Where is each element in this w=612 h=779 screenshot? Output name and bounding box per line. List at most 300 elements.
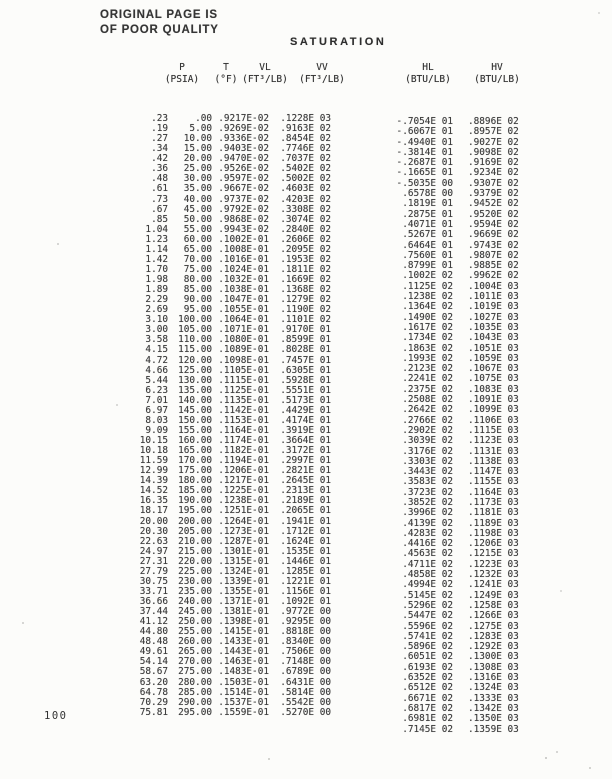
cell-vv: .2065E 01 xyxy=(280,505,331,517)
cell-temperature: 260.00 xyxy=(178,636,212,648)
cell-hl: .1734E 02 xyxy=(402,332,453,344)
column-label: P xyxy=(179,62,185,73)
cell-pressure: .85 xyxy=(151,213,168,225)
cell-hv: .1123E 03 xyxy=(468,435,519,447)
cell-hv: .9885E 02 xyxy=(468,260,519,272)
cell-pressure: .36 xyxy=(151,163,168,175)
cell-hl: .2375E 02 xyxy=(402,383,453,395)
cell-vv: .5002E 02 xyxy=(280,173,331,185)
cell-pressure: .34 xyxy=(151,143,168,155)
cell-temperature: 15.00 xyxy=(183,143,212,155)
cell-vl: .1115E-01 xyxy=(218,374,269,386)
cell-pressure: 10.18 xyxy=(139,445,168,457)
cell-hl: .4416E 02 xyxy=(402,538,453,550)
cell-vv: .8454E 02 xyxy=(280,133,331,145)
cell-hl: .1364E 02 xyxy=(402,301,453,313)
cell-pressure: 14.39 xyxy=(139,475,168,487)
column-unit: (FT³/LB) xyxy=(299,74,345,85)
cell-hv: .1308E 03 xyxy=(468,661,519,673)
cell-temperature: 130.00 xyxy=(178,374,212,386)
cell-vl: .1016E-01 xyxy=(218,253,269,265)
cell-vv: .9772E 00 xyxy=(280,606,331,618)
cell-pressure: 14.52 xyxy=(139,485,168,497)
cell-vl: .1559E-01 xyxy=(218,706,269,718)
cell-vv: .1190E 02 xyxy=(280,304,331,316)
cell-hl: .2642E 02 xyxy=(402,404,453,416)
stamp-line-2: OF POOR QUALITY xyxy=(100,24,219,36)
cell-vl: .1002E-01 xyxy=(218,233,269,245)
cell-hl: .5447E 02 xyxy=(402,610,453,622)
cell-temperature: 210.00 xyxy=(178,535,212,547)
column-header-hv xyxy=(465,62,529,86)
cell-temperature: 145.00 xyxy=(178,404,212,416)
cell-pressure: 8.03 xyxy=(145,414,168,426)
cell-hl: -.5035E 00 xyxy=(396,177,453,189)
cell-vv: .1712E 01 xyxy=(280,525,331,537)
cell-hl: .2766E 02 xyxy=(402,414,453,426)
cell-hl: .3583E 02 xyxy=(402,476,453,488)
column-header-hl xyxy=(396,62,460,86)
cell-pressure: 49.61 xyxy=(139,646,168,658)
scan-speck xyxy=(116,404,118,406)
cell-vl: .1483E-01 xyxy=(218,666,269,678)
cell-hv: .9169E 02 xyxy=(468,157,519,169)
cell-vv: .3919E 01 xyxy=(280,424,331,436)
cell-pressure: .42 xyxy=(151,153,168,165)
cell-temperature: 285.00 xyxy=(178,686,212,698)
cell-vl: .1032E-01 xyxy=(218,274,269,285)
cell-pressure: 4.72 xyxy=(145,354,168,366)
cell-vv: .2095E 02 xyxy=(280,243,331,255)
cell-pressure: 63.20 xyxy=(139,676,168,688)
cell-vv: .5551E 01 xyxy=(280,384,331,396)
cell-temperature: 40.00 xyxy=(183,193,212,205)
cell-vv: .3172E 01 xyxy=(280,445,331,457)
table-row xyxy=(118,345,331,355)
cell-pressure: 27.79 xyxy=(139,565,168,577)
cell-vl: .9336E-02 xyxy=(218,133,269,145)
cell-temperature: 80.00 xyxy=(183,274,212,285)
cell-hv: .1300E 03 xyxy=(468,651,519,663)
cell-vv: .2606E 02 xyxy=(280,233,331,245)
cell-vv: .9163E 02 xyxy=(280,123,331,135)
cell-hl: -.4940E 01 xyxy=(396,136,453,148)
cell-hv: .1249E 03 xyxy=(468,589,519,601)
cell-vl: .1398E-01 xyxy=(218,616,269,628)
cell-vl: .1217E-01 xyxy=(218,475,269,487)
cell-vv: .4603E 02 xyxy=(280,183,331,195)
cell-vv: .8340E 00 xyxy=(280,636,331,648)
cell-hl: .1490E 02 xyxy=(402,311,453,323)
cell-temperature: 185.00 xyxy=(178,485,212,497)
cell-vl: .1125E-01 xyxy=(218,384,269,396)
cell-hl: .3443E 02 xyxy=(402,466,453,478)
scan-speck xyxy=(556,751,558,753)
cell-vv: .8599E 01 xyxy=(280,334,331,346)
scan-speck xyxy=(57,243,59,245)
cell-pressure: 1.42 xyxy=(145,253,168,265)
cell-vv: .1446E 01 xyxy=(280,555,331,567)
cell-vl: .9868E-02 xyxy=(218,213,269,225)
cell-hv: .1324E 03 xyxy=(468,682,519,694)
cell-hv: .9743E 02 xyxy=(468,239,519,251)
cell-temperature: 100.00 xyxy=(178,314,212,326)
cell-hl: .3852E 02 xyxy=(402,496,453,508)
cell-vl: .1537E-01 xyxy=(218,696,269,708)
column-header-vv xyxy=(290,62,354,86)
cell-temperature: 25.00 xyxy=(183,163,212,175)
cell-temperature: 120.00 xyxy=(178,354,212,366)
cell-vv: .1221E 01 xyxy=(280,575,331,587)
cell-temperature: 35.00 xyxy=(183,183,212,195)
cell-pressure: 20.30 xyxy=(139,525,168,537)
cell-hl: .3303E 02 xyxy=(402,455,453,467)
cell-pressure: 11.59 xyxy=(139,455,168,467)
cell-pressure: .23 xyxy=(151,113,168,124)
cell-hv: .8896E 02 xyxy=(468,116,519,127)
cell-vl: .1105E-01 xyxy=(218,364,269,376)
cell-pressure: 64.78 xyxy=(139,686,168,698)
cell-pressure: 70.29 xyxy=(139,696,168,708)
cell-hl: .5296E 02 xyxy=(402,599,453,611)
cell-hl: -.7054E 01 xyxy=(396,116,453,127)
cell-hl: .2508E 02 xyxy=(402,394,453,406)
cell-hv: .1232E 03 xyxy=(468,569,519,581)
cell-hv: .1258E 03 xyxy=(468,599,519,611)
cell-temperature: 265.00 xyxy=(178,646,212,658)
cell-vv: .3074E 02 xyxy=(280,213,331,225)
column-unit: (FT³/LB) xyxy=(242,74,288,85)
page-title: SATURATION xyxy=(290,36,387,48)
cell-vl: .1055E-01 xyxy=(218,304,269,316)
column-label: HV xyxy=(491,62,503,73)
cell-temperature: 250.00 xyxy=(178,616,212,628)
cell-temperature: 30.00 xyxy=(183,173,212,185)
cell-hv: .1215E 03 xyxy=(468,548,519,560)
cell-hv: .8957E 02 xyxy=(468,126,519,138)
cell-hv: .1035E 03 xyxy=(468,321,519,333)
cell-hl: .6817E 02 xyxy=(402,702,453,714)
cell-hl: .2875E 01 xyxy=(402,208,453,220)
cell-vl: .1194E-01 xyxy=(218,455,269,467)
cell-pressure: 1.98 xyxy=(145,274,168,285)
cell-vv: .2821E 01 xyxy=(280,465,331,477)
cell-vl: .9269E-02 xyxy=(218,123,269,135)
cell-vv: .3664E 01 xyxy=(280,435,331,446)
cell-vv: .6789E 00 xyxy=(280,666,331,678)
cell-temperature: .00 xyxy=(195,113,212,124)
cell-temperature: 150.00 xyxy=(178,414,212,426)
cell-vl: .1355E-01 xyxy=(218,585,269,597)
cell-pressure: 48.48 xyxy=(139,636,168,648)
cell-vv: .2997E 01 xyxy=(280,455,331,467)
cell-temperature: 190.00 xyxy=(178,495,212,507)
cell-pressure: 75.81 xyxy=(139,706,168,718)
cell-pressure: .61 xyxy=(151,183,168,195)
cell-vv: .8028E 01 xyxy=(280,344,331,356)
cell-hv: .1181E 03 xyxy=(468,507,519,519)
cell-hl: .4563E 02 xyxy=(402,548,453,560)
cell-pressure: 10.15 xyxy=(139,435,168,446)
cell-hv: .1292E 03 xyxy=(468,641,519,653)
cell-pressure: 3.00 xyxy=(145,324,168,336)
cell-vv: .7457E 01 xyxy=(280,354,331,366)
cell-hv: .9669E 02 xyxy=(468,229,519,241)
cell-pressure: 58.67 xyxy=(139,666,168,678)
cell-vl: .1098E-01 xyxy=(218,354,269,366)
cell-vv: .8818E 00 xyxy=(280,626,331,638)
cell-hv: .1131E 03 xyxy=(468,445,519,457)
cell-vl: .9792E-02 xyxy=(218,203,269,215)
cell-vl: .9526E-02 xyxy=(218,163,269,175)
cell-hv: .9520E 02 xyxy=(468,208,519,220)
cell-hv: .9234E 02 xyxy=(468,167,519,179)
cell-vv: .1228E 03 xyxy=(280,113,331,124)
cell-hl: .5896E 02 xyxy=(402,641,453,653)
scan-speck xyxy=(268,758,270,760)
cell-vv: .4203E 02 xyxy=(280,193,331,205)
cell-temperature: 140.00 xyxy=(178,394,212,406)
column-label: VL xyxy=(259,62,271,73)
cell-hv: .1138E 03 xyxy=(468,455,519,467)
cell-hl: .5596E 02 xyxy=(402,620,453,632)
cell-vv: .5928E 01 xyxy=(280,374,331,386)
cell-pressure: .73 xyxy=(151,193,168,205)
cell-temperature: 55.00 xyxy=(183,223,212,235)
cell-hv: .1106E 03 xyxy=(468,414,519,426)
cell-temperature: 275.00 xyxy=(178,666,212,678)
cell-hl: .1125E 02 xyxy=(402,280,453,292)
cell-hl: .6193E 02 xyxy=(402,661,453,673)
cell-hl: .2123E 02 xyxy=(402,363,453,375)
cell-hv: .1350E 03 xyxy=(468,713,519,725)
cell-vl: .1047E-01 xyxy=(218,294,269,306)
cell-vl: .1142E-01 xyxy=(218,404,269,416)
cell-temperature: 115.00 xyxy=(178,344,212,356)
scan-speck xyxy=(545,757,547,759)
cell-hv: .1051E 03 xyxy=(468,342,519,354)
cell-temperature: 220.00 xyxy=(178,555,212,567)
cell-hl: .7560E 01 xyxy=(402,249,453,261)
page-number: 100 xyxy=(44,710,68,722)
cell-temperature: 155.00 xyxy=(178,424,212,436)
cell-hv: .9379E 02 xyxy=(468,188,519,200)
cell-vl: .1164E-01 xyxy=(218,424,269,436)
cell-hl: .6512E 02 xyxy=(402,682,453,694)
cell-hl: .6671E 02 xyxy=(402,692,453,704)
cell-pressure: 1.04 xyxy=(145,223,168,235)
cell-pressure: 6.23 xyxy=(145,384,168,396)
cell-vl: .1008E-01 xyxy=(218,243,269,255)
cell-temperature: 105.00 xyxy=(178,324,212,336)
cell-temperature: 200.00 xyxy=(178,515,212,527)
cell-hl: .1993E 02 xyxy=(402,352,453,364)
column-header-vl xyxy=(233,62,297,86)
cell-hv: .1027E 03 xyxy=(468,311,519,323)
cell-vv: .1156E 01 xyxy=(280,585,331,597)
cell-vv: .7037E 02 xyxy=(280,153,331,165)
cell-temperature: 235.00 xyxy=(178,585,212,597)
table-row xyxy=(118,506,331,516)
cell-vv: .4174E 01 xyxy=(280,414,331,426)
cell-pressure: 1.70 xyxy=(145,263,168,275)
cell-hv: .1266E 03 xyxy=(468,610,519,622)
cell-vv: .1811E 02 xyxy=(280,263,331,275)
cell-vv: .7746E 02 xyxy=(280,143,331,155)
table-row xyxy=(118,184,331,194)
cell-pressure: 9.09 xyxy=(145,424,168,436)
cell-hv: .1083E 03 xyxy=(468,383,519,395)
cell-pressure: 3.58 xyxy=(145,334,168,346)
cell-hv: .1359E 03 xyxy=(468,723,519,735)
cell-hv: .1333E 03 xyxy=(468,692,519,704)
cell-vv: .1669E 02 xyxy=(280,274,331,285)
cell-vl: .1206E-01 xyxy=(218,465,269,477)
cell-pressure: 7.01 xyxy=(145,394,168,406)
cell-hv: .1067E 03 xyxy=(468,363,519,375)
cell-pressure: 1.14 xyxy=(145,243,168,255)
cell-pressure: 1.23 xyxy=(145,233,168,245)
cell-temperature: 180.00 xyxy=(178,475,212,487)
cell-vl: .1080E-01 xyxy=(218,334,269,346)
cell-hl: -.3814E 01 xyxy=(396,146,453,158)
cell-vl: .1038E-01 xyxy=(218,284,269,296)
cell-pressure: 3.10 xyxy=(145,314,168,326)
table-column-hl xyxy=(383,117,453,735)
cell-temperature: 90.00 xyxy=(183,294,212,306)
cell-hv: .1059E 03 xyxy=(468,352,519,364)
cell-hv: .1206E 03 xyxy=(468,538,519,550)
cell-hv: .9452E 02 xyxy=(468,198,519,210)
column-label: T xyxy=(223,62,229,73)
cell-hv: .1189E 03 xyxy=(468,517,519,529)
cell-pressure: 33.71 xyxy=(139,585,168,597)
cell-vv: .4429E 01 xyxy=(280,404,331,416)
cell-hl: .8799E 01 xyxy=(402,260,453,272)
cell-vl: .1443E-01 xyxy=(218,646,269,658)
cell-temperature: 110.00 xyxy=(178,334,212,346)
cell-vl: .1153E-01 xyxy=(218,414,269,426)
cell-hl: .6352E 02 xyxy=(402,672,453,684)
cell-hl: .5145E 02 xyxy=(402,589,453,601)
cell-vl: .1415E-01 xyxy=(218,626,269,638)
cell-pressure: 44.80 xyxy=(139,626,168,638)
cell-hl: .2241E 02 xyxy=(402,373,453,385)
cell-hv: .1164E 03 xyxy=(468,486,519,498)
cell-temperature: 45.00 xyxy=(183,203,212,215)
cell-vv: .1279E 02 xyxy=(280,294,331,306)
scan-speck xyxy=(560,590,562,592)
cell-temperature: 70.00 xyxy=(183,253,212,265)
cell-vv: .1941E 01 xyxy=(280,515,331,527)
cell-hv: .9962E 02 xyxy=(468,270,519,282)
table-body-left xyxy=(118,114,331,718)
cell-vv: .5173E 01 xyxy=(280,394,331,406)
scan-speck xyxy=(598,12,600,14)
cell-hl: .4139E 02 xyxy=(402,517,453,529)
cell-hv: .1075E 03 xyxy=(468,373,519,385)
cell-hv: .9098E 02 xyxy=(468,146,519,158)
scan-speck xyxy=(589,767,591,769)
column-unit: (PSIA) xyxy=(164,74,200,85)
cell-temperature: 290.00 xyxy=(178,696,212,708)
cell-vv: .1953E 02 xyxy=(280,253,331,265)
cell-hl: .2902E 02 xyxy=(402,424,453,436)
cell-vl: .1324E-01 xyxy=(218,565,269,577)
cell-vv: .7506E 00 xyxy=(280,646,331,658)
cell-hv: .1147E 03 xyxy=(468,466,519,478)
cell-hv: .1223E 03 xyxy=(468,558,519,570)
cell-hl: .7145E 02 xyxy=(402,723,453,735)
cell-pressure: 1.89 xyxy=(145,284,168,296)
cell-hv: .1316E 03 xyxy=(468,672,519,684)
cell-hv: .9307E 02 xyxy=(468,177,519,189)
cell-temperature: 280.00 xyxy=(178,676,212,688)
table-column-hv xyxy=(468,117,538,735)
cell-hv: .1004E 03 xyxy=(468,280,519,292)
cell-temperature: 295.00 xyxy=(178,706,212,718)
cell-vl: .1089E-01 xyxy=(218,344,269,356)
stamp-line-1: ORIGINAL PAGE IS xyxy=(100,9,218,21)
cell-pressure: 24.97 xyxy=(139,545,168,557)
cell-vl: .1315E-01 xyxy=(218,555,269,567)
cell-pressure: .19 xyxy=(151,123,168,135)
cell-vl: .1238E-01 xyxy=(218,495,269,507)
cell-temperature: 270.00 xyxy=(178,656,212,668)
cell-vl: .9943E-02 xyxy=(218,223,269,235)
cell-temperature: 85.00 xyxy=(183,284,212,296)
cell-temperature: 75.00 xyxy=(183,263,212,275)
cell-vv: .2840E 02 xyxy=(280,223,331,235)
cell-vl: .1251E-01 xyxy=(218,505,269,517)
cell-vv: .2189E 01 xyxy=(280,495,331,507)
cell-temperature: 255.00 xyxy=(178,626,212,638)
table-row xyxy=(118,667,331,677)
cell-pressure: 37.44 xyxy=(139,606,168,618)
cell-vl: .1503E-01 xyxy=(218,676,269,688)
cell-vv: .9295E 00 xyxy=(280,616,331,628)
cell-vl: .1433E-01 xyxy=(218,636,269,648)
cell-hl: .5741E 02 xyxy=(402,630,453,642)
cell-vv: .9170E 01 xyxy=(280,324,331,336)
cell-vl: .1064E-01 xyxy=(218,314,269,326)
cell-vl: .1273E-01 xyxy=(218,525,269,537)
cell-vv: .1368E 02 xyxy=(280,284,331,296)
cell-hl: .1002E 02 xyxy=(402,270,453,282)
column-unit: (°F) xyxy=(214,74,238,85)
cell-vl: .9737E-02 xyxy=(218,193,269,205)
cell-temperature: 50.00 xyxy=(183,213,212,225)
column-unit: (BTU/LB) xyxy=(405,74,451,85)
cell-hv: .9807E 02 xyxy=(468,249,519,261)
cell-vl: .9217E-02 xyxy=(218,113,269,124)
cell-hv: .1198E 03 xyxy=(468,527,519,539)
cell-vv: .6431E 00 xyxy=(280,676,331,688)
cell-temperature: 125.00 xyxy=(178,364,212,376)
cell-hv: .1155E 03 xyxy=(468,476,519,488)
cell-vv: .1535E 01 xyxy=(280,545,331,557)
table-row xyxy=(118,708,331,718)
cell-temperature: 10.00 xyxy=(183,133,212,145)
cell-vv: .1101E 02 xyxy=(280,314,331,326)
cell-vv: .2645E 01 xyxy=(280,475,331,487)
cell-temperature: 135.00 xyxy=(178,384,212,396)
cell-temperature: 60.00 xyxy=(183,233,212,245)
cell-vv: .1092E 01 xyxy=(280,596,331,607)
cell-pressure: 12.99 xyxy=(139,465,168,477)
scan-speck xyxy=(22,622,24,624)
cell-hl: .3039E 02 xyxy=(402,435,453,447)
